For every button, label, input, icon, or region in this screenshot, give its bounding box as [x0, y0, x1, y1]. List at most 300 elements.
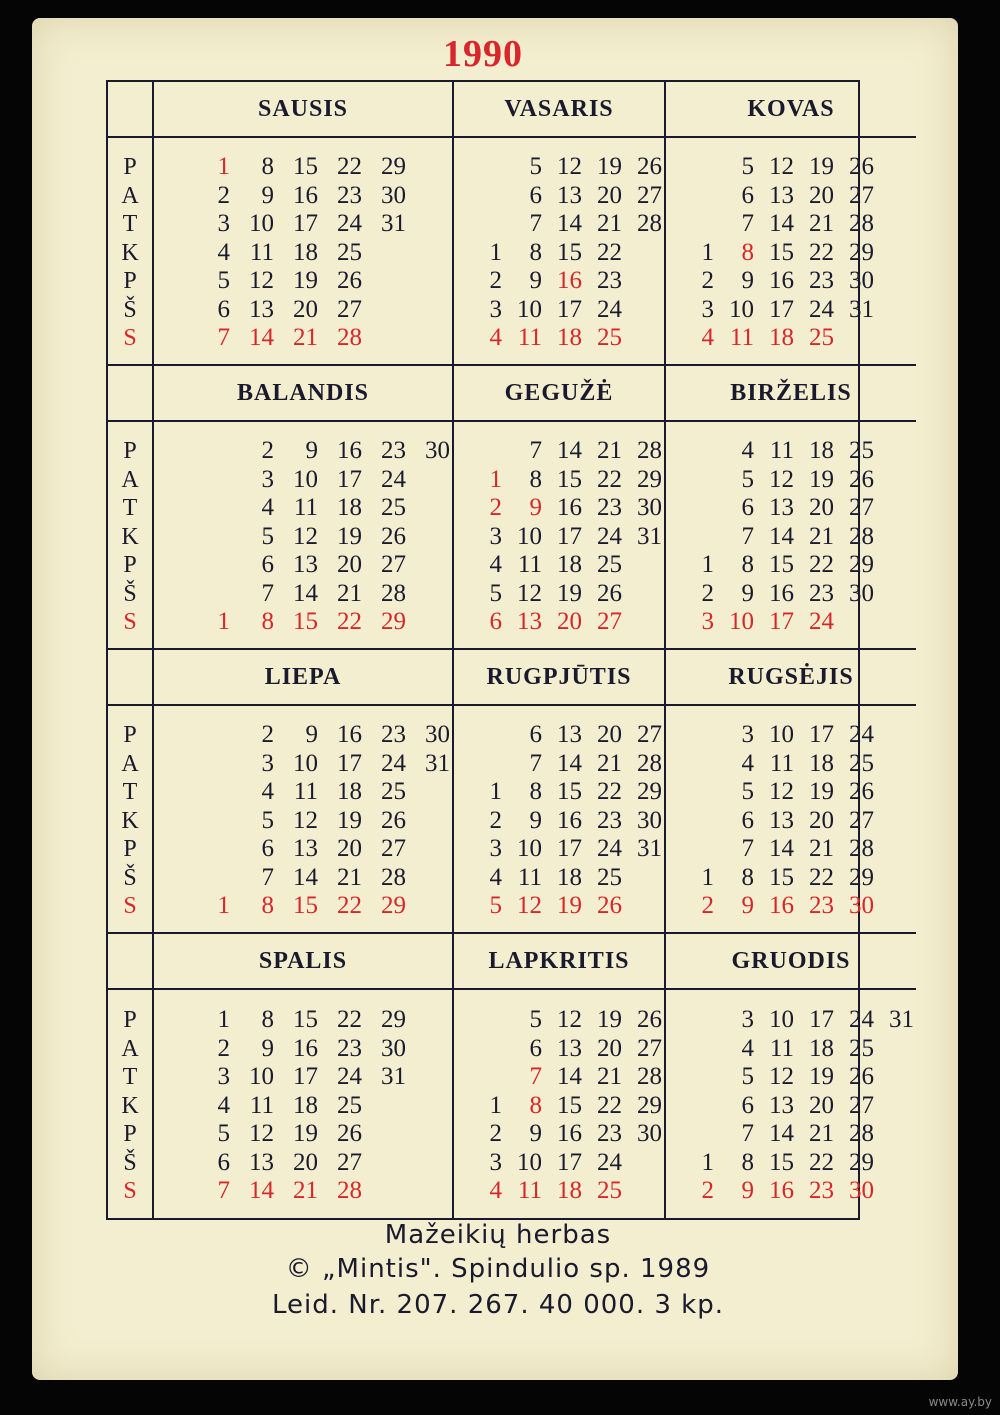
- weekday-label: A: [121, 466, 139, 493]
- day-number: [676, 807, 716, 836]
- day-number: 19: [557, 892, 582, 920]
- month-days: [666, 706, 916, 934]
- day-number: 21: [337, 863, 362, 891]
- weekday-row: [188, 1006, 452, 1035]
- weekday-row: [464, 608, 664, 637]
- day-number: 5: [529, 153, 542, 181]
- day-number: 7: [261, 579, 274, 607]
- day-number: 13: [249, 1148, 274, 1176]
- weekday-label: K: [121, 1092, 139, 1119]
- day-number: 26: [637, 153, 662, 181]
- day-number: [408, 835, 452, 864]
- day-number: 25: [597, 863, 622, 891]
- weekday-row: [188, 324, 452, 353]
- day-number: 4: [489, 551, 502, 579]
- weekday-row: [464, 1120, 664, 1149]
- day-number: 18: [337, 778, 362, 806]
- day-number: 4: [261, 494, 274, 522]
- day-number: 2: [701, 267, 714, 295]
- day-number: 2: [217, 181, 230, 209]
- day-number: 14: [557, 1063, 582, 1091]
- day-number: 29: [637, 465, 662, 493]
- month-days: [454, 422, 666, 650]
- day-number: [676, 466, 716, 495]
- day-number: 15: [769, 551, 794, 579]
- weekday-row: [676, 551, 916, 580]
- day-number: 6: [741, 181, 754, 209]
- day-number: 25: [597, 1177, 622, 1205]
- day-number: 21: [809, 1120, 834, 1148]
- day-number: [464, 210, 504, 239]
- month-days: [666, 422, 916, 650]
- day-number: 30: [637, 806, 662, 834]
- day-number: [624, 608, 664, 637]
- day-number: 8: [741, 238, 754, 266]
- day-number: 19: [809, 465, 834, 493]
- day-number: 15: [769, 863, 794, 891]
- day-number: [364, 1177, 408, 1206]
- day-number: [464, 437, 504, 466]
- day-number: [188, 437, 232, 466]
- day-number: 11: [249, 238, 274, 266]
- weekday-row: [188, 466, 452, 495]
- day-number: [364, 239, 408, 268]
- day-number: 2: [489, 494, 502, 522]
- day-number: 20: [597, 181, 622, 209]
- day-number: 20: [293, 295, 318, 323]
- day-number: 7: [529, 749, 542, 777]
- day-number: 27: [849, 1091, 874, 1119]
- day-number: [408, 580, 452, 609]
- day-number: 22: [809, 238, 834, 266]
- weekday-row: [464, 1035, 664, 1064]
- weekday-label: P: [123, 1007, 137, 1034]
- day-number: 25: [337, 1091, 362, 1119]
- day-number: 4: [489, 324, 502, 352]
- day-number: [676, 153, 716, 182]
- day-number: 19: [597, 1006, 622, 1034]
- day-number: [836, 608, 876, 637]
- day-number: 22: [337, 1006, 362, 1034]
- day-number: 29: [637, 778, 662, 806]
- weekday-row: [676, 1006, 916, 1035]
- corner-cell: [108, 650, 154, 706]
- day-number: 26: [381, 522, 406, 550]
- day-number: 29: [849, 238, 874, 266]
- weekday-row: [464, 750, 664, 779]
- day-number: [408, 523, 452, 552]
- day-number: [188, 750, 232, 779]
- day-number: 17: [557, 835, 582, 863]
- day-number: [188, 864, 232, 893]
- day-number: 8: [529, 238, 542, 266]
- day-number: 13: [769, 806, 794, 834]
- day-number: 12: [557, 1006, 582, 1034]
- weekday-label: P: [123, 552, 137, 579]
- day-number: 11: [517, 324, 542, 352]
- day-number: [464, 182, 504, 211]
- day-number: 24: [849, 1006, 874, 1034]
- day-number: 12: [769, 1063, 794, 1091]
- day-number: [676, 1092, 716, 1121]
- weekday-row: [188, 551, 452, 580]
- weekday-row: [464, 580, 664, 609]
- day-number: [876, 1063, 916, 1092]
- day-number: 1: [489, 465, 502, 493]
- day-number: 12: [557, 153, 582, 181]
- day-number: 25: [809, 324, 834, 352]
- day-number: [624, 267, 664, 296]
- day-number: 17: [769, 295, 794, 323]
- day-number: 4: [489, 863, 502, 891]
- weekday-row: [188, 210, 452, 239]
- day-number: 27: [381, 835, 406, 863]
- weekday-row: [188, 437, 452, 466]
- day-number: 6: [529, 1034, 542, 1062]
- day-number: 6: [529, 181, 542, 209]
- weekday-label: K: [121, 807, 139, 834]
- day-number: [624, 324, 664, 353]
- day-number: 2: [701, 1177, 714, 1205]
- day-number: 13: [293, 551, 318, 579]
- day-number: 16: [293, 181, 318, 209]
- day-number: [876, 1092, 916, 1121]
- weekday-label: T: [122, 1064, 138, 1091]
- day-number: 15: [557, 1091, 582, 1119]
- day-number: 11: [293, 778, 318, 806]
- weekday-row: [676, 892, 916, 921]
- day-number: [876, 1177, 916, 1206]
- day-number: 28: [337, 1177, 362, 1205]
- weekday-label: K: [121, 523, 139, 550]
- day-number: 3: [261, 465, 274, 493]
- weekday-label: K: [121, 239, 139, 266]
- day-number: 1: [489, 238, 502, 266]
- day-number: 14: [769, 1120, 794, 1148]
- weekday-row: [464, 1006, 664, 1035]
- weekday-row: [464, 1063, 664, 1092]
- day-number: 1: [701, 863, 714, 891]
- month-name: SAUSIS: [154, 82, 454, 138]
- day-number: 4: [489, 1177, 502, 1205]
- weekday-row: [188, 494, 452, 523]
- day-number: 4: [741, 749, 754, 777]
- day-number: 16: [337, 721, 362, 749]
- day-number: [464, 1006, 504, 1035]
- day-number: 28: [337, 324, 362, 352]
- day-number: 6: [741, 1091, 754, 1119]
- day-number: 14: [557, 437, 582, 465]
- day-number: 23: [597, 806, 622, 834]
- day-number: 8: [261, 608, 274, 636]
- day-number: 2: [261, 721, 274, 749]
- day-number: 6: [261, 551, 274, 579]
- day-number: 22: [597, 778, 622, 806]
- day-number: 15: [769, 238, 794, 266]
- day-number: [676, 437, 716, 466]
- day-number: 19: [597, 153, 622, 181]
- day-number: 8: [741, 551, 754, 579]
- day-number: 17: [293, 210, 318, 238]
- day-number: 17: [809, 721, 834, 749]
- day-number: 4: [741, 1034, 754, 1062]
- day-number: [624, 864, 664, 893]
- day-number: 1: [217, 892, 230, 920]
- day-number: [836, 324, 876, 353]
- day-number: 2: [701, 579, 714, 607]
- day-number: 12: [769, 465, 794, 493]
- day-number: 30: [849, 267, 874, 295]
- day-number: 18: [557, 863, 582, 891]
- day-number: 4: [217, 238, 230, 266]
- month-days: [154, 706, 454, 934]
- day-number: 7: [261, 863, 274, 891]
- weekday-row: [188, 807, 452, 836]
- day-number: 8: [529, 465, 542, 493]
- day-number: 1: [701, 1148, 714, 1176]
- day-number: 29: [381, 892, 406, 920]
- weekday-row: [464, 807, 664, 836]
- day-number: [624, 1149, 664, 1178]
- day-number: [188, 466, 232, 495]
- day-number: 12: [249, 1120, 274, 1148]
- day-number: [408, 608, 452, 637]
- day-number: 20: [809, 494, 834, 522]
- weekday-label: T: [122, 779, 138, 806]
- day-number: 24: [809, 608, 834, 636]
- day-number: 24: [597, 295, 622, 323]
- month-name: KOVAS: [666, 82, 916, 138]
- day-number: [676, 1120, 716, 1149]
- day-number: 17: [557, 522, 582, 550]
- day-number: 23: [809, 267, 834, 295]
- weekday-row: [676, 835, 916, 864]
- day-number: 27: [849, 494, 874, 522]
- weekday-row: [188, 864, 452, 893]
- day-number: 3: [217, 1063, 230, 1091]
- day-number: [408, 494, 452, 523]
- day-number: 31: [381, 1063, 406, 1091]
- month-name: LAPKRITIS: [454, 934, 666, 990]
- day-number: 24: [809, 295, 834, 323]
- day-number: 27: [337, 295, 362, 323]
- day-number: 25: [381, 778, 406, 806]
- day-number: [624, 1177, 664, 1206]
- weekday-row: [464, 239, 664, 268]
- day-number: 7: [529, 210, 542, 238]
- day-number: 22: [337, 153, 362, 181]
- month-name: BALANDIS: [154, 366, 454, 422]
- day-number: 9: [529, 1120, 542, 1148]
- weekday-label: S: [123, 893, 137, 920]
- weekday-column: [108, 422, 154, 650]
- day-number: 15: [769, 1148, 794, 1176]
- weekday-label: Š: [123, 1149, 137, 1176]
- day-number: 11: [769, 437, 794, 465]
- weekday-column: [108, 706, 154, 934]
- day-number: 14: [293, 579, 318, 607]
- day-number: [464, 1063, 504, 1092]
- day-number: 6: [489, 608, 502, 636]
- day-number: 8: [529, 1091, 542, 1119]
- day-number: 25: [597, 324, 622, 352]
- weekday-row: [464, 1149, 664, 1178]
- day-number: 21: [597, 210, 622, 238]
- day-number: 20: [809, 1091, 834, 1119]
- day-number: 7: [741, 1120, 754, 1148]
- day-number: 23: [381, 437, 406, 465]
- weekday-label: T: [122, 211, 138, 238]
- day-number: 30: [849, 1177, 874, 1205]
- day-number: 28: [849, 1120, 874, 1148]
- day-number: 12: [517, 892, 542, 920]
- day-number: 23: [597, 494, 622, 522]
- day-number: [408, 864, 452, 893]
- weekday-row: [188, 523, 452, 552]
- weekday-row: [188, 1092, 452, 1121]
- day-number: [676, 835, 716, 864]
- month-name: GRUODIS: [666, 934, 916, 990]
- day-number: 18: [337, 494, 362, 522]
- day-number: 11: [517, 551, 542, 579]
- calendar-grid: [106, 80, 914, 1220]
- day-number: 18: [769, 324, 794, 352]
- day-number: 10: [729, 608, 754, 636]
- day-number: 23: [809, 1177, 834, 1205]
- day-number: 17: [809, 1006, 834, 1034]
- day-number: 18: [293, 238, 318, 266]
- day-number: 10: [293, 465, 318, 493]
- day-number: 22: [597, 1091, 622, 1119]
- weekday-row: [464, 494, 664, 523]
- weekday-row: [676, 608, 916, 637]
- day-number: 30: [425, 721, 450, 749]
- day-number: [464, 153, 504, 182]
- day-number: 9: [529, 494, 542, 522]
- day-number: 3: [261, 749, 274, 777]
- day-number: 29: [637, 1091, 662, 1119]
- day-number: 28: [381, 579, 406, 607]
- day-number: 12: [293, 806, 318, 834]
- day-number: 25: [597, 551, 622, 579]
- day-number: 22: [809, 551, 834, 579]
- day-number: 1: [701, 551, 714, 579]
- day-number: 30: [637, 1120, 662, 1148]
- day-number: 5: [489, 892, 502, 920]
- weekday-row: [676, 494, 916, 523]
- day-number: 8: [741, 863, 754, 891]
- day-number: 10: [517, 1148, 542, 1176]
- weekday-row: [188, 580, 452, 609]
- month-name: BIRŽELIS: [666, 366, 916, 422]
- day-number: 20: [597, 721, 622, 749]
- day-number: 14: [249, 1177, 274, 1205]
- day-number: 1: [489, 1091, 502, 1119]
- day-number: 29: [381, 1006, 406, 1034]
- day-number: 9: [261, 1034, 274, 1062]
- day-number: 21: [809, 210, 834, 238]
- day-number: 8: [741, 1148, 754, 1176]
- corner-cell: [108, 82, 154, 138]
- day-number: 1: [217, 1006, 230, 1034]
- day-number: 13: [769, 494, 794, 522]
- day-number: 26: [381, 806, 406, 834]
- day-number: [188, 807, 232, 836]
- day-number: 6: [741, 494, 754, 522]
- weekday-label: S: [123, 1178, 137, 1205]
- day-number: 12: [517, 579, 542, 607]
- weekday-row: [464, 551, 664, 580]
- day-number: 17: [337, 749, 362, 777]
- day-number: 30: [381, 1034, 406, 1062]
- day-number: 15: [557, 465, 582, 493]
- day-number: 15: [557, 238, 582, 266]
- day-number: [624, 551, 664, 580]
- day-number: 20: [293, 1148, 318, 1176]
- weekday-row: [464, 892, 664, 921]
- day-number: 27: [849, 806, 874, 834]
- day-number: 29: [849, 863, 874, 891]
- weekday-row: [676, 807, 916, 836]
- weekday-row: [188, 182, 452, 211]
- weekday-row: [188, 1149, 452, 1178]
- day-number: 4: [217, 1091, 230, 1119]
- day-number: 4: [701, 324, 714, 352]
- weekday-row: [676, 1035, 916, 1064]
- day-number: 18: [809, 437, 834, 465]
- day-number: 27: [337, 1148, 362, 1176]
- day-number: 21: [597, 1063, 622, 1091]
- day-number: 22: [597, 238, 622, 266]
- day-number: [876, 1149, 916, 1178]
- day-number: 26: [337, 267, 362, 295]
- day-number: 2: [701, 892, 714, 920]
- weekday-row: [676, 1120, 916, 1149]
- weekday-label: Š: [123, 296, 137, 323]
- day-number: 29: [849, 551, 874, 579]
- day-number: 7: [529, 1063, 542, 1091]
- weekday-row: [464, 437, 664, 466]
- weekday-row: [464, 296, 664, 325]
- day-number: 19: [557, 579, 582, 607]
- weekday-row: [676, 324, 916, 353]
- day-number: 10: [769, 1006, 794, 1034]
- day-number: 24: [337, 1063, 362, 1091]
- day-number: 28: [637, 749, 662, 777]
- day-number: 30: [849, 579, 874, 607]
- day-number: 8: [261, 1006, 274, 1034]
- day-number: 21: [337, 579, 362, 607]
- weekday-row: [188, 1177, 452, 1206]
- weekday-row: [676, 1149, 916, 1178]
- day-number: 22: [597, 465, 622, 493]
- day-number: 10: [517, 295, 542, 323]
- weekday-row: [676, 466, 916, 495]
- day-number: 24: [381, 465, 406, 493]
- day-number: 25: [849, 749, 874, 777]
- day-number: 28: [849, 210, 874, 238]
- weekday-label: S: [123, 325, 137, 352]
- day-number: 16: [557, 806, 582, 834]
- day-number: 27: [849, 181, 874, 209]
- day-number: 3: [701, 608, 714, 636]
- weekday-row: [464, 523, 664, 552]
- day-number: [624, 892, 664, 921]
- day-number: 14: [769, 835, 794, 863]
- day-number: 13: [769, 1091, 794, 1119]
- weekday-row: [188, 1035, 452, 1064]
- day-number: 26: [849, 1063, 874, 1091]
